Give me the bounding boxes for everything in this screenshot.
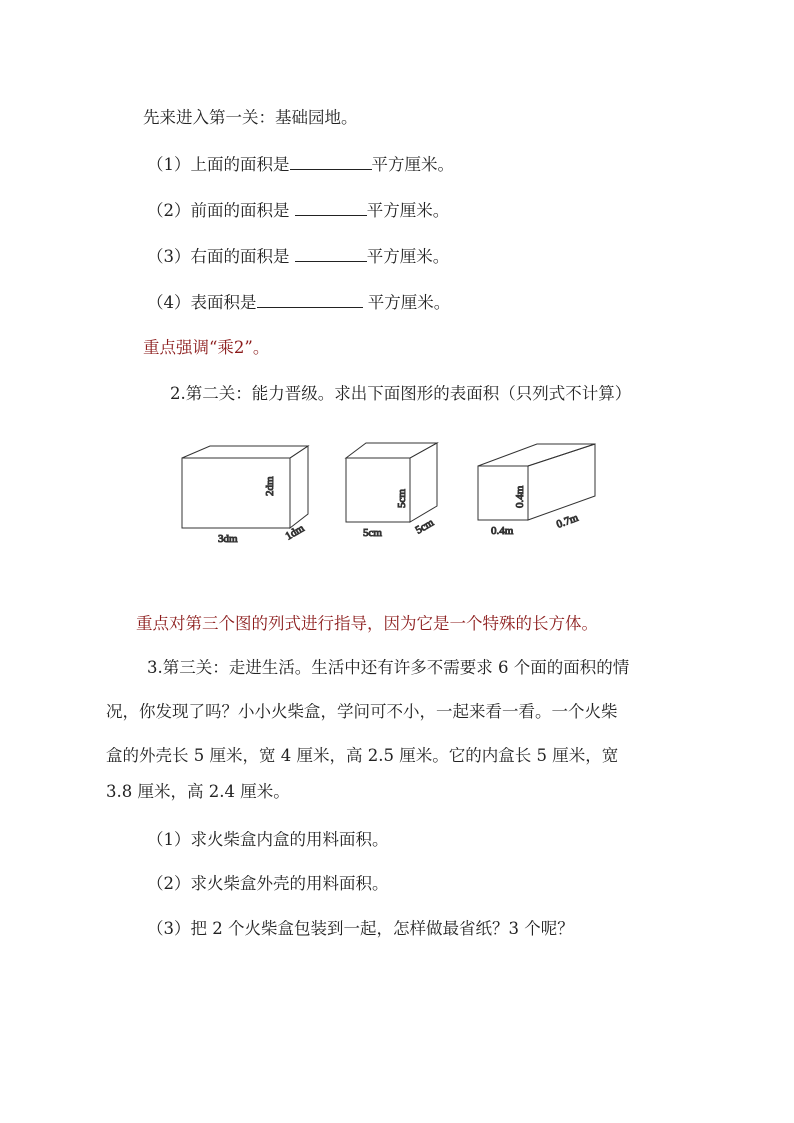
item-prefix: （3）右面的面积是 [147, 247, 295, 266]
cuboid-1-top [182, 446, 308, 458]
cuboid-3 [478, 444, 595, 537]
answer-blank [290, 153, 372, 170]
cuboid-1-height-label: 2dm [264, 476, 276, 496]
answer-blank [295, 245, 367, 262]
box-figures [170, 430, 630, 554]
item-prefix: （2）前面的面积是 [147, 201, 295, 220]
level2-title: 2.第二关：能力晋级。求出下面图形的表面积（只列式不计算） [170, 384, 632, 403]
cuboid-3-height-label: 0.4m [514, 485, 526, 508]
cuboid-1 [182, 446, 308, 545]
item-prefix: （4）表面积是 [147, 293, 257, 312]
level3-line-1: 3.第三关：走进生活。生活中还有许多不需要求 6 个面的面积的情 [147, 658, 630, 677]
level2-note: 重点对第三个图的列式进行指导，因为它是一个特殊的长方体。 [136, 614, 598, 633]
cuboid-3-side [528, 444, 595, 520]
cuboid-3-length-label: 0.4m [491, 525, 514, 537]
item-suffix: 平方厘米。 [371, 155, 454, 174]
cuboid-2-length-label: 5cm [363, 527, 382, 539]
level3-line-2: 况，你发现了吗？小小火柴盒，学问可不小，一起来看一看。一个火柴 [106, 702, 618, 721]
level1-item-4 [147, 291, 450, 314]
cuboid-1-length-label: 3dm [218, 533, 238, 545]
cuboid-2-height-label: 5cm [396, 489, 408, 508]
cuboid-3-width-label: 0.7m [554, 511, 580, 531]
cuboid-2-width-label: 5cm [413, 516, 436, 537]
item-prefix: （1）上面的面积是 [147, 155, 290, 174]
cuboid-2 [346, 443, 437, 539]
level1-item-2 [147, 199, 449, 222]
cuboid-2-side [410, 443, 437, 522]
level3-question-1: （1）求火柴盒内盒的用料面积。 [147, 830, 389, 849]
cuboid-1-width-label: 1dm [283, 522, 307, 543]
level1-item-1 [147, 153, 454, 176]
level3-line-3: 盒的外壳长 5 厘米，宽 4 厘米，高 2.5 厘米。它的内盒长 5 厘米，宽 [106, 746, 619, 765]
level1-note: 重点强调“乘2”。 [143, 338, 270, 357]
item-suffix: 平方厘米。 [366, 247, 450, 266]
item-suffix: 平方厘米。 [366, 201, 450, 220]
level3-question-2: （2）求火柴盒外壳的用料面积。 [147, 874, 389, 893]
level1-item-3 [147, 245, 449, 268]
item-suffix: 平方厘米。 [362, 293, 451, 312]
answer-blank [257, 291, 363, 308]
level3-line-4: 3.8 厘米，高 2.4 厘米。 [106, 782, 290, 801]
answer-blank [295, 199, 367, 216]
level3-question-3: （3）把 2 个火柴盒包装到一起，怎样做最省纸？3 个呢？ [147, 919, 574, 938]
cuboid-1-side [290, 446, 308, 528]
level1-intro: 先来进入第一关：基础园地。 [143, 108, 358, 127]
